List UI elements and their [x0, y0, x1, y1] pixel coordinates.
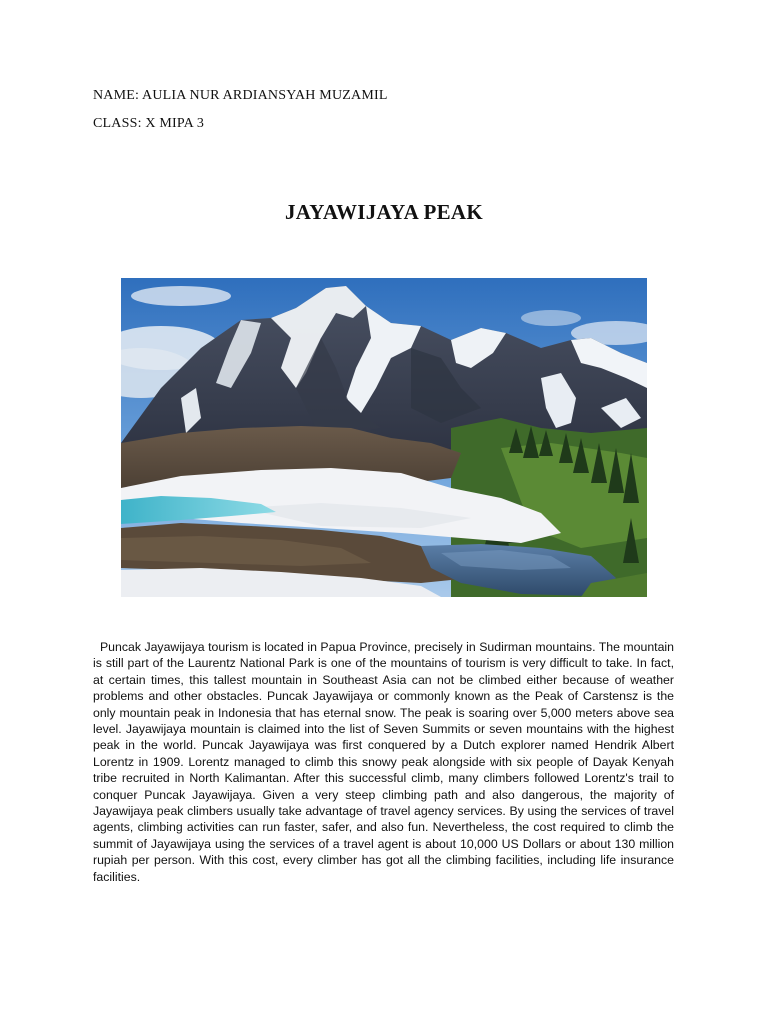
student-class: CLASS: X MIPA 3	[93, 116, 205, 131]
student-name: NAME: AULIA NUR ARDIANSYAH MUZAMIL	[93, 88, 388, 103]
body-paragraph: Puncak Jayawijaya tourism is located in Papua Province, precisely in Sudirman mountains. The mountain is still part of the Laurentz National Park is one of the mountains of tourism is very difficult to take. In fact, at certain times, this tallest mountain in Southeast Asia can not be climbed either because of weather problems and other obstacles. Puncak Jayawijaya or commonly known as the Peak of Carstensz is the only mountain peak in Indonesia that has eternal snow. The peak is soaring over 5,000 meters above sea level. Jayawijaya mountain is claimed into the list of Seven Summits or seven mountains with the highest peak in the world. Puncak Jayawijaya was first conquered by a Dutch explorer named Hendrik Albert Lorentz in 1909. Lorentz managed to climb this snowy peak alongside with six people of Dayak Kenyah tribe recruited in North Kalimantan. After this successful climb, many climbers followed Lorentz's trail to conquer Puncak Jayawijaya. Given a very steep climbing path and also dangerous, the majority of Jayawijaya peak climbers usually take advantage of travel agency services. By using the services of travel agents, climbing activities can run faster, safer, and also fun. Nevertheless, the cost required to climb the summit of Jayawijaya using the services of a travel agent is about 10,000 US Dollars or about 130 million rupiah per person. With this cost, every climber has got all the climbing facilities, including life insurance facilities.	[93, 640, 674, 884]
page-title: JAYAWIJAYA PEAK	[284, 200, 484, 224]
mountain-photo	[121, 278, 647, 597]
